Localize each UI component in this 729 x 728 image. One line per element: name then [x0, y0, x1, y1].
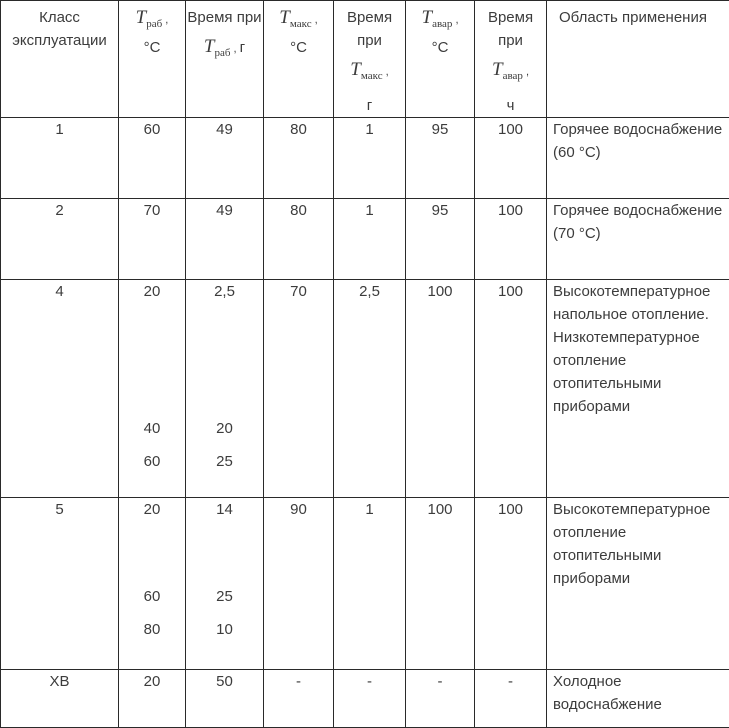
cell-class: 2	[1, 199, 119, 280]
cell-time-emerg: 100	[475, 280, 547, 498]
time-work-value: 2,5	[186, 280, 263, 303]
table-row	[1, 670, 729, 728]
cell-time-emerg: -	[475, 670, 547, 728]
cell-time-work: 49	[186, 199, 264, 280]
cell-t-work: 20	[119, 670, 186, 728]
time-work-value: 14	[186, 498, 263, 521]
header-time-emerg: Время при $T_{авар}$ , ч	[475, 1, 547, 118]
cell-time-max: 1	[334, 199, 406, 280]
cell-time-max: 2,5	[334, 280, 406, 498]
cell-t-max: -	[264, 670, 334, 728]
header-time-work: Время при $T_{раб}$ , г	[186, 1, 264, 118]
table-row	[1, 118, 729, 199]
cell-class: 1	[1, 118, 119, 199]
cell-t-work	[119, 280, 186, 498]
cell-t-work: 70	[119, 199, 186, 280]
time-work-value: 20	[186, 417, 263, 440]
time-work-value: 25	[186, 585, 263, 608]
t-work-value: 60	[119, 450, 185, 473]
cell-class: 5	[1, 498, 119, 670]
cell-time-emerg: 100	[475, 199, 547, 280]
cell-t-work: 60	[119, 118, 186, 199]
header-time-max: Время при $T_{макс}$ , г	[334, 1, 406, 118]
cell-time-emerg: 100	[475, 498, 547, 670]
cell-t-max: 80	[264, 118, 334, 199]
t-work-value: 40	[119, 417, 185, 440]
cell-time-max: -	[334, 670, 406, 728]
cell-t-emerg: 100	[406, 280, 475, 498]
cell-time-max: 1	[334, 118, 406, 199]
header-t-max: $T_{макс}$ , °С	[264, 1, 334, 118]
cell-time-max: 1	[334, 498, 406, 670]
header-t-work: $T_{раб}$ , °С	[119, 1, 186, 118]
t-work-value: 60	[119, 585, 185, 608]
cell-application: Горячее водоснабжение (70 °С)	[547, 199, 729, 280]
header-application: Область применения	[547, 1, 729, 118]
cell-class: 4	[1, 280, 119, 498]
cell-t-emerg: 100	[406, 498, 475, 670]
cell-application: Высокотемпературное отопление отопительными приборами	[547, 498, 729, 670]
time-work-value: 25	[186, 450, 263, 473]
cell-time-work: 49	[186, 118, 264, 199]
t-work-value: 20	[119, 280, 185, 303]
cell-t-max: 70	[264, 280, 334, 498]
cell-t-emerg: -	[406, 670, 475, 728]
cell-time-work: 50	[186, 670, 264, 728]
time-work-value: 10	[186, 618, 263, 641]
header-class: Класс эксплуатации	[1, 1, 119, 118]
cell-time-work	[186, 280, 264, 498]
cell-t-max: 90	[264, 498, 334, 670]
cell-t-max: 80	[264, 199, 334, 280]
cell-time-work	[186, 498, 264, 670]
table-row	[1, 199, 729, 280]
cell-class: ХВ	[1, 670, 119, 728]
cell-t-emerg: 95	[406, 199, 475, 280]
cell-application: Высокотемпературное напольное отопление. Низкотемпературное отопление отопительными приборами	[547, 280, 729, 498]
cell-application: Холодное водоснабжение	[547, 670, 729, 728]
table-row	[1, 280, 729, 498]
table-row	[1, 498, 729, 670]
header-row	[1, 1, 729, 118]
t-work-value: 20	[119, 498, 185, 521]
t-work-value: 80	[119, 618, 185, 641]
cell-application: Горячее водоснабжение (60 °С)	[547, 118, 729, 199]
cell-t-emerg: 95	[406, 118, 475, 199]
cell-t-work	[119, 498, 186, 670]
header-t-emerg: $T_{авар}$ , °С	[406, 1, 475, 118]
cell-time-emerg: 100	[475, 118, 547, 199]
